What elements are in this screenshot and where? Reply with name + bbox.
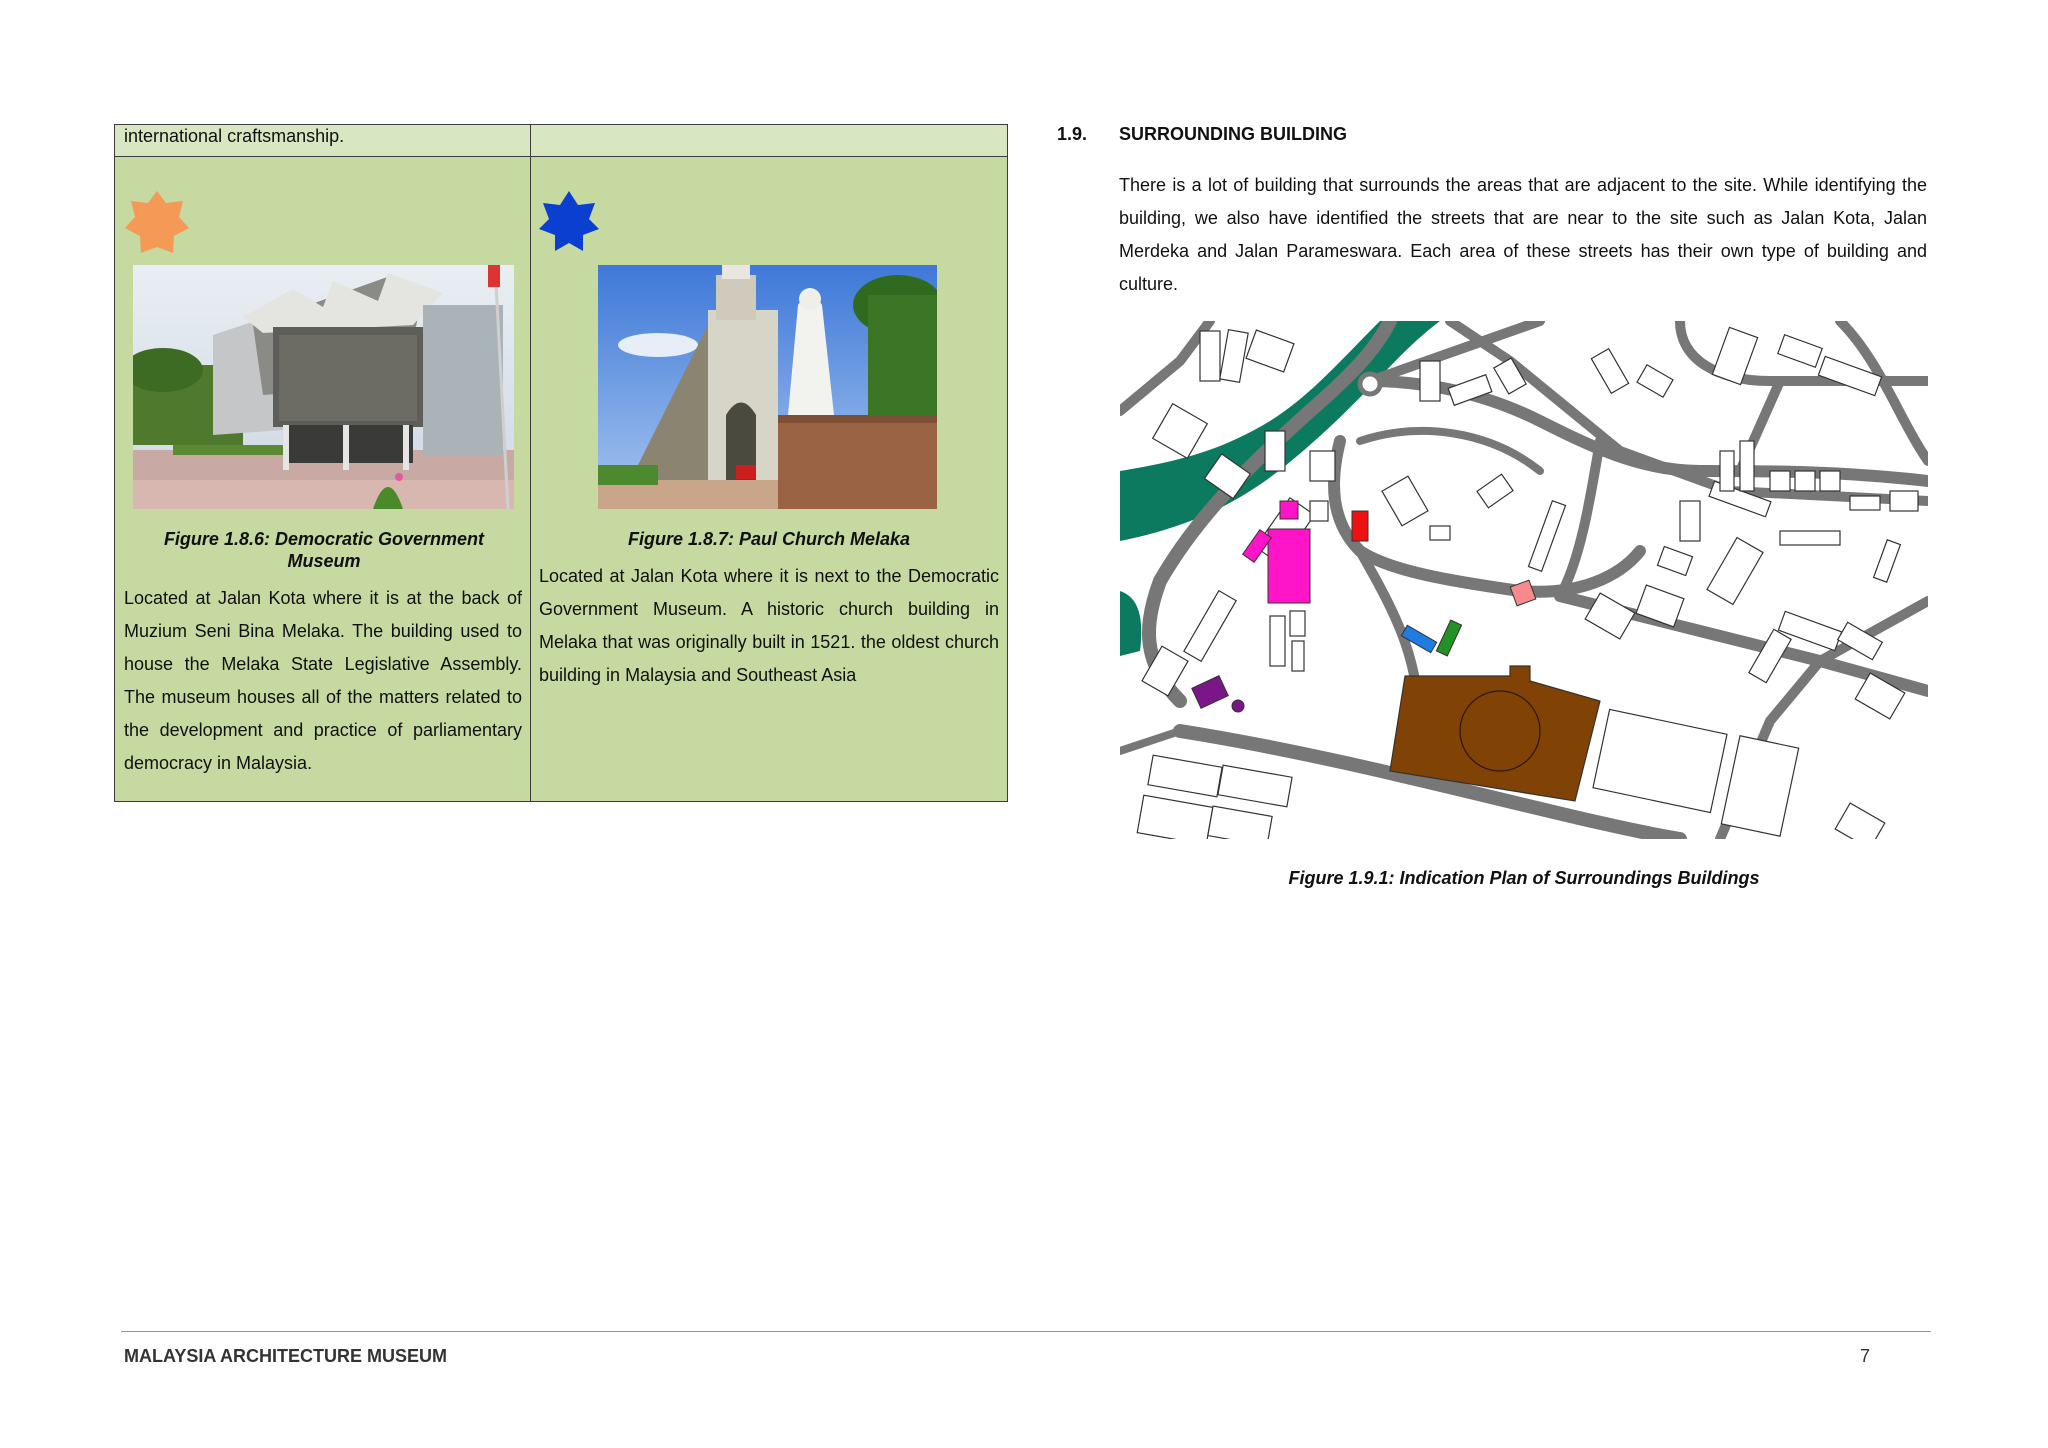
section-paragraph: There is a lot of building that surrounds the areas that are adjacent to the site. While identifying the building, we also have identified the streets that are near to the site such as Jalan Kota, Jalan Merdeka and Jalan Parameswara. Each area of these streets has their own type of building and culture. <box>1119 175 1927 294</box>
section-title: SURROUNDING BUILDING <box>1119 124 1347 144</box>
figure-caption: Figure 1.8.6: Democratic Government Museum <box>163 529 485 571</box>
blue-star-icon <box>535 189 603 257</box>
table-cell-right <box>531 157 1008 802</box>
comparison-table <box>114 124 1008 802</box>
figure-caption: Figure 1.8.7: Paul Church Melaka <box>627 529 911 549</box>
table-cell-left <box>115 157 531 802</box>
page-number: 7 <box>1860 1346 1871 1366</box>
highlight-magenta-building <box>1268 529 1310 603</box>
surroundings-plan-map <box>1120 321 1928 839</box>
map-caption: Figure 1.9.1: Indication Plan of Surroundings Buildings <box>1288 868 1760 888</box>
carryover-text: international craftsmanship. <box>124 126 345 146</box>
democratic-museum-photo <box>133 265 514 509</box>
figure-description: Located at Jalan Kota where it is at the back of Muzium Seni Bina Melaka. The building used to house the Melaka State Legislative Assembly. The museum houses all of the matters related to the development and practice of parliamentary democracy in Malaysia. <box>124 588 522 773</box>
highlight-red-building <box>1352 511 1368 541</box>
footer-divider <box>121 1331 1931 1332</box>
footer-title: MALAYSIA ARCHITECTURE MUSEUM <box>124 1346 448 1366</box>
table-header-row <box>115 125 1008 157</box>
table-row <box>115 157 1008 802</box>
table-cell <box>115 125 531 157</box>
paul-church-photo <box>598 265 937 509</box>
section-number: 1.9. <box>1057 124 1088 144</box>
figure-description: Located at Jalan Kota where it is next to the Democratic Government Museum. A historic church building in Melaka that was originally built in 1521. the oldest church building in Malaysia and Southeast Asia <box>539 566 999 685</box>
table-cell <box>531 125 1008 157</box>
orange-star-icon <box>123 189 191 257</box>
